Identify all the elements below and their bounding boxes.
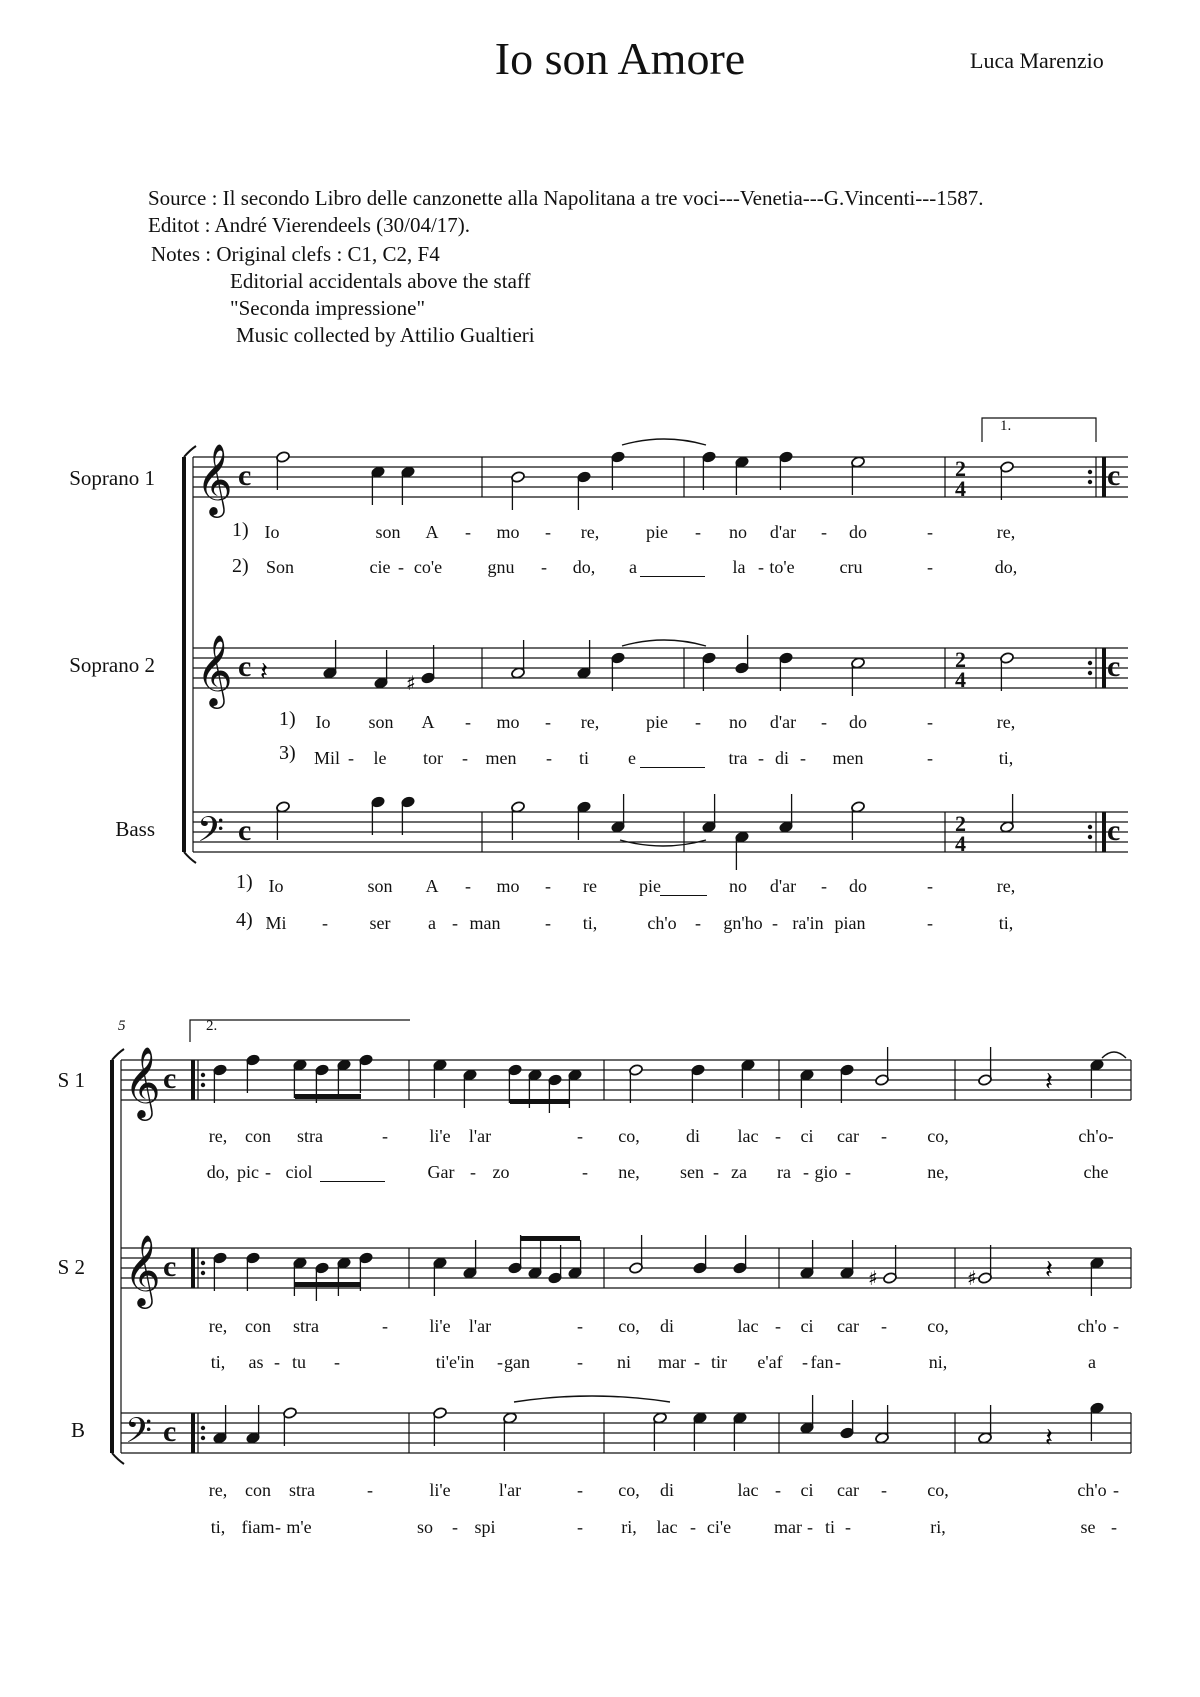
- lyric-syllable: li'e: [429, 1480, 451, 1500]
- lyric-syllable: ni: [616, 1352, 632, 1372]
- lyric-syllable: spi: [474, 1517, 496, 1537]
- lyric-syllable: -: [265, 1162, 271, 1182]
- lyric-syllable: ne,: [927, 1162, 949, 1182]
- lyric-syllable: -: [1113, 1316, 1119, 1336]
- lyric-syllable: no: [729, 522, 747, 542]
- lyric-syllable: -: [382, 1126, 388, 1146]
- repeat-start-system-2: [191, 1060, 205, 1453]
- lyric-syllable: -: [452, 913, 458, 933]
- quarter-rest-icon: 𝄽: [260, 657, 268, 687]
- lyric-syllable: tor: [423, 748, 443, 768]
- lyric-syllable: co,: [927, 1316, 949, 1336]
- lyric-syllable: -: [274, 1352, 280, 1372]
- lyric-syllable: -: [845, 1162, 851, 1182]
- lyric-syllable: -: [465, 876, 471, 896]
- lyric-syllable: co,: [618, 1480, 640, 1500]
- lyric-syllable: con: [245, 1126, 271, 1146]
- lyric-syllable: re,: [580, 522, 600, 542]
- lyric-syllable: lac: [656, 1517, 678, 1537]
- time-sig-common: c: [238, 814, 252, 847]
- lyric-syllable: di: [685, 1126, 701, 1146]
- note-glyphs: [210, 439, 1126, 1453]
- notes-line: Notes : Original clefs : C1, C2, F4: [151, 242, 440, 266]
- lyric-syllable: -: [545, 712, 551, 732]
- lyric-syllable: stra: [297, 1126, 323, 1146]
- lyric-syllable: -: [545, 913, 551, 933]
- lyric-syllable: re: [583, 876, 597, 896]
- lyric-syllable: -: [398, 557, 404, 577]
- sharp-icon: ♯: [406, 671, 416, 695]
- verse-number: 2): [232, 555, 249, 577]
- lyric-syllable: ciol: [285, 1162, 313, 1182]
- piece-title: Io son Amore: [494, 33, 746, 84]
- lyric-syllable: car: [837, 1126, 859, 1146]
- lyric-syllable: l'ar: [468, 1316, 492, 1336]
- lyric-syllable: -: [497, 1352, 503, 1372]
- lyric-syllable: -: [577, 1352, 583, 1372]
- lyric-syllable: co'e: [413, 557, 443, 577]
- time-sig-2-4-top: 2: [955, 456, 966, 481]
- lyric-syllable: -: [835, 1352, 841, 1372]
- lyric-syllable: do,: [994, 557, 1018, 577]
- lyric-syllable: ni,: [928, 1352, 948, 1372]
- tie: [622, 640, 706, 646]
- lyric-syllable: la: [732, 557, 746, 577]
- lyric-syllable: lac: [737, 1316, 759, 1336]
- lyric-syllable: l'ar: [498, 1480, 522, 1500]
- lyric-syllable: ch'o: [1077, 1480, 1107, 1500]
- lyric-syllable: ci'e: [706, 1517, 732, 1537]
- quarter-rest-icon: 𝄽: [1045, 1067, 1053, 1097]
- lyric-syllable: ch'o: [647, 913, 677, 933]
- lyric-syllable: -: [775, 1480, 781, 1500]
- lyric-syllable: to'e: [769, 557, 795, 577]
- melisma-line: [640, 767, 705, 768]
- lyric-syllable: Io: [264, 522, 280, 542]
- lyric-syllable: re,: [996, 712, 1016, 732]
- lyric-syllable: man: [469, 913, 501, 933]
- lyric-syllable: lac: [737, 1480, 759, 1500]
- lyric-syllable: -: [1111, 1517, 1117, 1537]
- verse-number: 1): [232, 519, 249, 541]
- time-sig-2-4-bottom: 4: [955, 476, 966, 501]
- lyric-syllable: -: [927, 876, 933, 896]
- lyric-syllable: stra: [293, 1316, 319, 1336]
- part-name-bass: Bass: [115, 817, 155, 841]
- lyric-syllable: di: [659, 1480, 675, 1500]
- lyric-syllable: ri,: [621, 1517, 637, 1537]
- lyric-syllable: ti,: [210, 1517, 226, 1537]
- part-name-soprano-2: Soprano 2: [69, 653, 155, 677]
- lyric-syllable: -: [546, 748, 552, 768]
- lyric-syllable: -: [695, 522, 701, 542]
- lyric-syllable: pie: [639, 876, 661, 896]
- lyric-syllable: pie: [646, 712, 668, 732]
- lyric-syllable: e'af: [757, 1352, 783, 1372]
- lyric-syllable: -: [577, 1517, 583, 1537]
- composer-name: Luca Marenzio: [970, 48, 1104, 73]
- lyric-syllable: Mi: [265, 913, 287, 933]
- lyric-syllable: Gar: [427, 1162, 455, 1182]
- lyric-syllable: -: [758, 557, 764, 577]
- lyric-syllable: -: [927, 522, 933, 542]
- lyric-syllable: -: [821, 712, 827, 732]
- lyric-syllable: Io: [315, 712, 331, 732]
- lyric-syllable: -: [577, 1480, 583, 1500]
- lyric-syllable: d'ar: [769, 522, 797, 542]
- lyric-syllable: ti,: [998, 913, 1014, 933]
- lyric-syllable: do,: [206, 1162, 230, 1182]
- source-line: Source : Il secondo Libro delle canzonette alla Napolitana a tre voci---Venetia---G.Vincenti---1587.: [148, 186, 984, 210]
- lyric-syllable: m'e: [286, 1517, 312, 1537]
- lyric-syllable: stra: [289, 1480, 315, 1500]
- lyric-syllable: no: [729, 712, 747, 732]
- lyric-syllable: lac: [737, 1126, 759, 1146]
- tie: [622, 439, 706, 445]
- lyric-syllable: -: [695, 712, 701, 732]
- time-sig-2-4-top: 2: [955, 811, 966, 836]
- lyric-syllable: mar: [774, 1517, 802, 1537]
- lyric-syllable: -: [382, 1316, 388, 1336]
- melisma-line: [660, 895, 707, 896]
- staff-soprano-1: [193, 457, 1128, 497]
- lyric-syllable: -: [465, 712, 471, 732]
- lyric-syllable: pie: [646, 522, 668, 542]
- part-short-s1: S 1: [57, 1068, 85, 1092]
- lyric-syllable: -: [772, 913, 778, 933]
- lyric-syllable: -: [465, 522, 471, 542]
- lyric-syllable: co,: [927, 1126, 949, 1146]
- lyric-syllable: -: [881, 1316, 887, 1336]
- lyric-syllable: ra: [777, 1162, 791, 1182]
- lyric-syllable: -: [1113, 1480, 1119, 1500]
- lyric-syllable: tu: [291, 1352, 307, 1372]
- lyric-syllable: -: [927, 913, 933, 933]
- time-sig-common: c: [1107, 814, 1121, 847]
- lyric-syllable: -: [462, 748, 468, 768]
- lyric-syllable: A: [425, 522, 439, 542]
- lyric-syllable: ci: [800, 1480, 814, 1500]
- lyric-syllable: -: [927, 557, 933, 577]
- time-sig-2-4-top: 2: [955, 647, 966, 672]
- bass-clef-icon: 𝄢: [125, 1410, 153, 1459]
- lyric-syllable: -: [845, 1517, 851, 1537]
- lyric-syllable: li'e: [429, 1316, 451, 1336]
- lyric-syllable: re,: [208, 1126, 228, 1146]
- lyric-syllable: ti,: [582, 913, 598, 933]
- lyric-syllable: -: [545, 522, 551, 542]
- lyric-syllable: -: [802, 1352, 808, 1372]
- lyric-syllable: -: [452, 1517, 458, 1537]
- lyric-syllable: -: [582, 1162, 588, 1182]
- lyric-syllable: do: [849, 522, 867, 542]
- time-sig-common: c: [1107, 459, 1121, 492]
- lyric-syllable: -: [694, 1352, 700, 1372]
- lyric-syllable: di: [774, 748, 790, 768]
- lyric-syllable: -: [775, 1126, 781, 1146]
- time-sig-common: c: [238, 650, 252, 683]
- lyric-syllable: -: [695, 913, 701, 933]
- measure-number: 5: [118, 1018, 126, 1034]
- lyric-syllable: e: [628, 748, 636, 768]
- lyric-syllable: mo: [496, 522, 520, 542]
- lyric-syllable: ci: [800, 1316, 814, 1336]
- lyric-syllable: -: [881, 1126, 887, 1146]
- beam: [510, 1099, 570, 1104]
- note-music-collected: Music collected by Attilio Gualtieri: [236, 323, 535, 347]
- lyric-syllable: zo: [492, 1162, 510, 1182]
- lyric-syllable: ti: [824, 1517, 836, 1537]
- lyric-syllable: -: [322, 913, 328, 933]
- lyric-syllable: a: [629, 557, 637, 577]
- treble-clef-icon: 𝄞: [124, 1045, 161, 1118]
- lyric-syllable: son: [368, 712, 394, 732]
- lyric-syllable: re,: [208, 1480, 228, 1500]
- lyric-syllable: co,: [618, 1316, 640, 1336]
- repeat-end-system-1: [1088, 457, 1106, 852]
- quarter-rest-icon: 𝄽: [1045, 1423, 1053, 1453]
- treble-clef-icon: 𝄞: [124, 1233, 161, 1306]
- lyric-syllable: -: [470, 1162, 476, 1182]
- lyric-syllable: -: [367, 1480, 373, 1500]
- lyric-syllable: za: [731, 1162, 747, 1182]
- lyric-syllable: -: [775, 1316, 781, 1336]
- lyric-syllable: re,: [580, 712, 600, 732]
- lyric-syllable: -: [713, 1162, 719, 1182]
- lyric-syllable: Son: [265, 557, 295, 577]
- lyric-syllable: cru: [839, 557, 863, 577]
- lyric-syllable: Mil: [313, 748, 341, 768]
- lyric-syllable: do: [849, 712, 867, 732]
- editor-line: Editot : André Vierendeels (30/04/17).: [148, 213, 471, 237]
- lyric-syllable: -: [807, 1517, 813, 1537]
- lyric-syllable: tra: [728, 748, 748, 768]
- note-editorial-accidentals: Editorial accidentals above the staff: [230, 269, 531, 293]
- lyric-syllable: ser: [369, 913, 391, 933]
- first-ending-label: 1.: [1000, 418, 1012, 434]
- lyric-syllable: -: [927, 748, 933, 768]
- lyric-syllable: ra'in: [792, 913, 824, 933]
- lyric-syllable: -: [881, 1480, 887, 1500]
- staff-soprano-2: [193, 648, 1128, 688]
- lyric-syllable: -: [800, 748, 806, 768]
- lyric-syllable: ti'e'in: [435, 1352, 475, 1372]
- lyric-syllable: gnu: [487, 557, 515, 577]
- lyric-syllable: mar: [658, 1352, 686, 1372]
- beam: [295, 1094, 361, 1099]
- sharp-icon: ♯: [967, 1266, 977, 1290]
- lyric-syllable: cie: [369, 557, 391, 577]
- lyric-syllable: re,: [208, 1316, 228, 1336]
- lyric-syllable: fiam: [241, 1517, 275, 1537]
- lyric-syllable: do: [849, 876, 867, 896]
- lyric-syllable: li'e: [429, 1126, 451, 1146]
- time-sig-2-4-bottom: 4: [955, 831, 966, 856]
- lyric-syllable: pian: [834, 913, 866, 933]
- lyric-syllable: gio: [814, 1162, 838, 1182]
- lyric-syllable: sen: [680, 1162, 704, 1182]
- lyric-syllable: Io: [268, 876, 284, 896]
- lyric-syllable: d'ar: [769, 712, 797, 732]
- lyric-syllable: A: [425, 876, 439, 896]
- lyric-syllable: gn'ho: [723, 913, 763, 933]
- time-sig-common: c: [163, 1415, 177, 1448]
- part-name-soprano-1: Soprano 1: [69, 466, 155, 490]
- treble-clef-icon: 𝄞: [196, 442, 233, 515]
- lyric-syllable: so: [416, 1517, 434, 1537]
- lyric-syllable: -: [803, 1162, 809, 1182]
- lyric-syllable: tir: [711, 1352, 727, 1372]
- time-sig-common: c: [1107, 650, 1121, 683]
- note-seconda-impressione: "Seconda impressione": [230, 296, 426, 320]
- time-sig-common: c: [163, 1250, 177, 1283]
- lyric-syllable: men: [832, 748, 864, 768]
- lyric-syllable: se: [1080, 1517, 1096, 1537]
- lyric-syllable: ti,: [210, 1352, 226, 1372]
- part-short-b: B: [70, 1418, 85, 1442]
- beam: [520, 1236, 580, 1241]
- tie: [1102, 1052, 1126, 1058]
- lyric-syllable: pic: [237, 1162, 259, 1182]
- lyric-syllable: A: [421, 712, 435, 732]
- treble-clef-icon: 𝄞: [196, 633, 233, 706]
- lyric-syllable: fan: [810, 1352, 834, 1372]
- barlines-system-2: [121, 1060, 1131, 1453]
- lyric-syllable: -: [758, 748, 764, 768]
- melisma-line: [640, 576, 705, 577]
- time-sig-common: c: [163, 1062, 177, 1095]
- lyric-syllable: -: [275, 1517, 281, 1537]
- lyric-syllable: -: [334, 1352, 340, 1372]
- lyric-syllable: re,: [996, 876, 1016, 896]
- lyric-syllable: che: [1083, 1162, 1109, 1182]
- second-ending-label: 2.: [206, 1018, 218, 1034]
- lyric-syllable: son: [367, 876, 393, 896]
- lyric-syllable: -: [690, 1517, 696, 1537]
- sharp-icon: ♯: [868, 1266, 878, 1290]
- lyric-syllable: a: [1088, 1352, 1096, 1372]
- lyric-syllable: re,: [996, 522, 1016, 542]
- lyric-syllable: ti: [578, 748, 590, 768]
- lyric-syllable: con: [245, 1480, 271, 1500]
- lyric-syllable: -: [821, 876, 827, 896]
- lyric-syllable: ch'o: [1077, 1316, 1107, 1336]
- verse-number: 4): [236, 909, 253, 931]
- lyric-syllable: co,: [927, 1480, 949, 1500]
- lyric-syllable: di: [659, 1316, 675, 1336]
- lyric-syllable: ch'o-: [1078, 1126, 1114, 1146]
- lyric-syllable: con: [245, 1316, 271, 1336]
- quarter-rest-icon: 𝄽: [1045, 1255, 1053, 1285]
- lyric-syllable: no: [729, 876, 747, 896]
- time-sig-common: c: [238, 459, 252, 492]
- lyric-syllable: -: [577, 1126, 583, 1146]
- lyric-syllable: -: [541, 557, 547, 577]
- melisma-line: [320, 1181, 385, 1182]
- lyric-syllable: l'ar: [468, 1126, 492, 1146]
- staff-b-system-2: [121, 1413, 1131, 1453]
- time-sig-2-4-bottom: 4: [955, 667, 966, 692]
- beam: [295, 1282, 361, 1287]
- lyric-syllable: do,: [572, 557, 596, 577]
- lyric-syllable: son: [375, 522, 401, 542]
- bass-clef-icon: 𝄢: [197, 809, 225, 858]
- lyric-syllable: mo: [496, 712, 520, 732]
- lyric-syllable: -: [821, 522, 827, 542]
- lyric-syllable: mo: [496, 876, 520, 896]
- lyric-syllable: -: [545, 876, 551, 896]
- lyric-syllable: le: [373, 748, 387, 768]
- verse-number: 3): [279, 742, 296, 764]
- lyric-syllable: -: [348, 748, 354, 768]
- lyric-syllable: ci: [800, 1126, 814, 1146]
- lyric-syllable: ti,: [998, 748, 1014, 768]
- lyric-syllable: d'ar: [769, 876, 797, 896]
- lyric-syllable: ne,: [618, 1162, 640, 1182]
- lyric-syllable: -: [577, 1316, 583, 1336]
- verse-number: 1): [236, 871, 253, 893]
- tie: [514, 1396, 670, 1402]
- lyric-syllable: men: [485, 748, 517, 768]
- part-short-s2: S 2: [57, 1255, 85, 1279]
- lyric-syllable: car: [837, 1480, 859, 1500]
- lyric-syllable: as: [248, 1352, 264, 1372]
- verse-number: 1): [279, 708, 296, 730]
- lyric-syllable: gan: [504, 1352, 530, 1372]
- lyric-syllable: a: [428, 913, 436, 933]
- lyric-syllable: car: [837, 1316, 859, 1336]
- lyric-syllable: -: [927, 712, 933, 732]
- lyric-syllable: co,: [618, 1126, 640, 1146]
- tie: [620, 840, 706, 846]
- lyric-syllable: ri,: [930, 1517, 946, 1537]
